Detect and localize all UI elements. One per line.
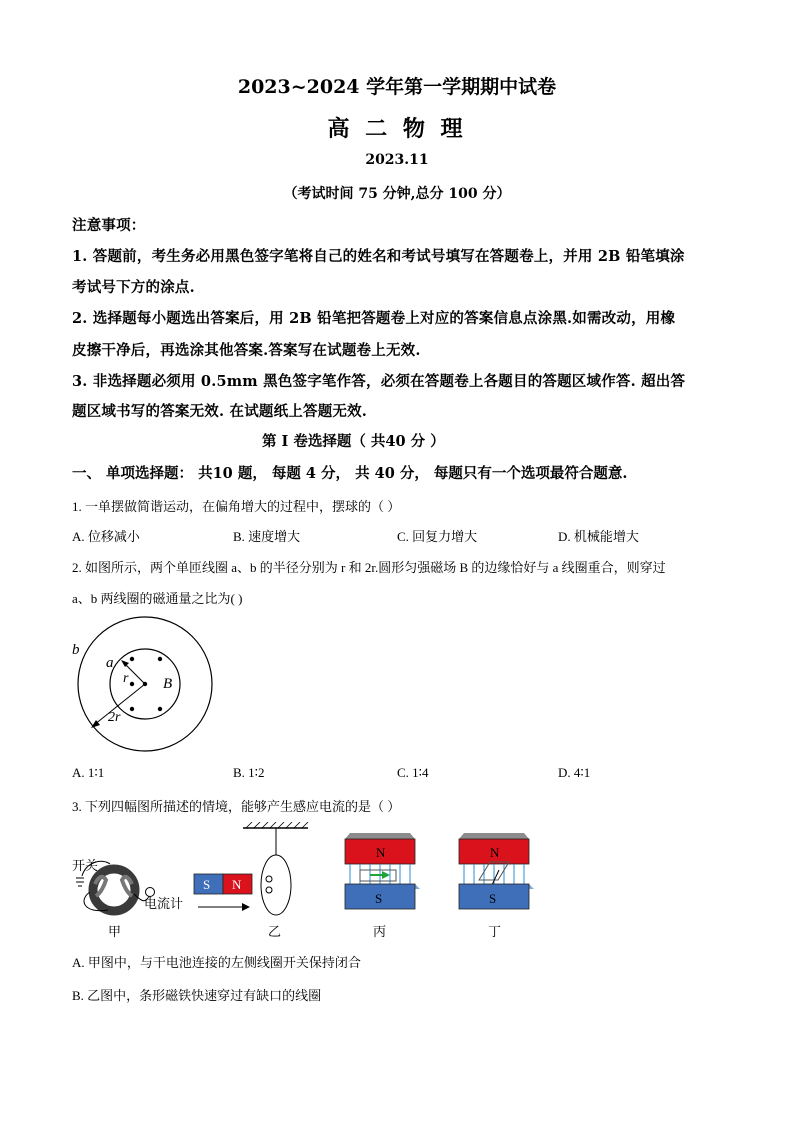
q1-option-b: B. 速度增大 xyxy=(233,529,301,544)
magnet-n-label: N xyxy=(232,877,242,892)
radius-r-arrowhead xyxy=(121,660,129,667)
q1-option-d: D. 机械能增大 xyxy=(558,529,639,544)
north-pole-label: N xyxy=(376,845,386,860)
galvanometer-label: 电流计 xyxy=(144,896,184,911)
notice-line: 题区域书写的答案无效. 在试题纸上答题无效. xyxy=(72,403,368,420)
label-2r: 2r xyxy=(108,710,121,725)
caption-yi: 乙 xyxy=(268,924,282,939)
q3-option-a: A. 甲图中，与干电池连接的左侧线圈开关保持闭合 xyxy=(72,955,361,970)
caption-ding: 丁 xyxy=(488,924,502,939)
caption-bing: 丙 xyxy=(373,924,387,939)
q2-option-a: A. 1∶1 xyxy=(72,765,105,780)
figure-yi xyxy=(194,822,308,939)
magnetic-field-dots xyxy=(130,657,162,711)
coil-gap-bottom xyxy=(266,887,272,893)
q2-coil-figure xyxy=(68,612,228,762)
section-title: 第 Ⅰ 卷选择题（ 共40 分 ） xyxy=(262,433,445,450)
top-plate-edge xyxy=(345,833,415,839)
battery-icon xyxy=(76,878,84,886)
figure-jia xyxy=(72,858,183,939)
figure-ding xyxy=(459,833,534,939)
notice-line: 考试号下方的涂点. xyxy=(72,279,195,296)
notice-line: 皮擦干净后，再选涂其他答案.答案写在试题卷上无效. xyxy=(72,342,421,359)
label-r: r xyxy=(123,671,129,686)
notice-line: 3. 非选择题必须用 0.5mm 黑色签字笔作答，必须在答题卷上各题目的答题区域作答. 超出答 xyxy=(72,373,686,390)
exam-time-info: （考试时间 75 分钟,总分 100 分） xyxy=(283,186,511,202)
figure-bing xyxy=(345,833,420,939)
q2-option-c: C. 1∶4 xyxy=(397,765,429,780)
exam-title: 2023~2024 学年第一学期期中试卷 xyxy=(237,76,557,98)
top-plate-edge xyxy=(459,833,529,839)
south-pole-label: S xyxy=(375,891,383,906)
label-B: B xyxy=(163,676,173,692)
q3-stem: 3. 下列四幅图所描述的情境，能够产生感应电流的是（ ） xyxy=(72,799,401,814)
q1-option-c: C. 回复力增大 xyxy=(397,529,478,544)
green-arrowhead xyxy=(382,871,390,879)
part-instructions: 一、 单项选择题： 共10 题， 每题 4 分， 共 40 分， 每题只有一个选项最符合题意. xyxy=(72,465,628,482)
magnet-s-label: S xyxy=(203,877,211,892)
south-pole-label: S xyxy=(489,891,497,906)
q3-option-b: B. 乙图中，条形磁铁快速穿过有缺口的线圈 xyxy=(72,988,322,1003)
caption-jia: 甲 xyxy=(108,924,122,939)
open-coil xyxy=(261,855,291,915)
north-pole-label: N xyxy=(490,845,500,860)
q1-option-a: A. 位移减小 xyxy=(72,529,140,544)
switch-label: 开关 xyxy=(72,858,99,873)
q1-stem: 1. 一单摆做简谐运动，在偏角增大的过程中，摆球的（ ） xyxy=(72,499,401,514)
label-b: b xyxy=(72,642,80,658)
subject-title: 高 二 物 理 xyxy=(327,116,467,142)
q2-stem-line2: a、b 两线圈的磁通量之比为( ) xyxy=(72,591,243,606)
notice-line: 2. 选择题每小题选出答案后，用 2B 铅笔把答题卷上对应的答案信息点涂黑.如需改动，用橡 xyxy=(72,310,676,327)
q2-option-b: B. 1∶2 xyxy=(233,765,265,780)
q2-option-d: D. 4∶1 xyxy=(558,765,591,780)
coil-gap-top xyxy=(266,876,272,882)
exam-date: 2023.11 xyxy=(365,152,429,168)
notice-heading: 注意事项： xyxy=(72,217,146,234)
q2-stem-line1: 2. 如图所示，两个单匝线圈 a、b 的半径分别为 r 和 2r.圆形匀强磁场 B 的边缘恰好与 a 线圈重合，则穿过 xyxy=(72,560,666,575)
ceiling-hatch xyxy=(246,822,308,828)
motion-arrowhead xyxy=(242,903,250,911)
label-a: a xyxy=(106,655,114,671)
q3-figures xyxy=(68,822,548,944)
notice-line: 1. 答题前，考生务必用黑色签字笔将自己的姓名和考试号填写在答题卷上，并用 2B 铅笔填涂 xyxy=(72,248,685,265)
